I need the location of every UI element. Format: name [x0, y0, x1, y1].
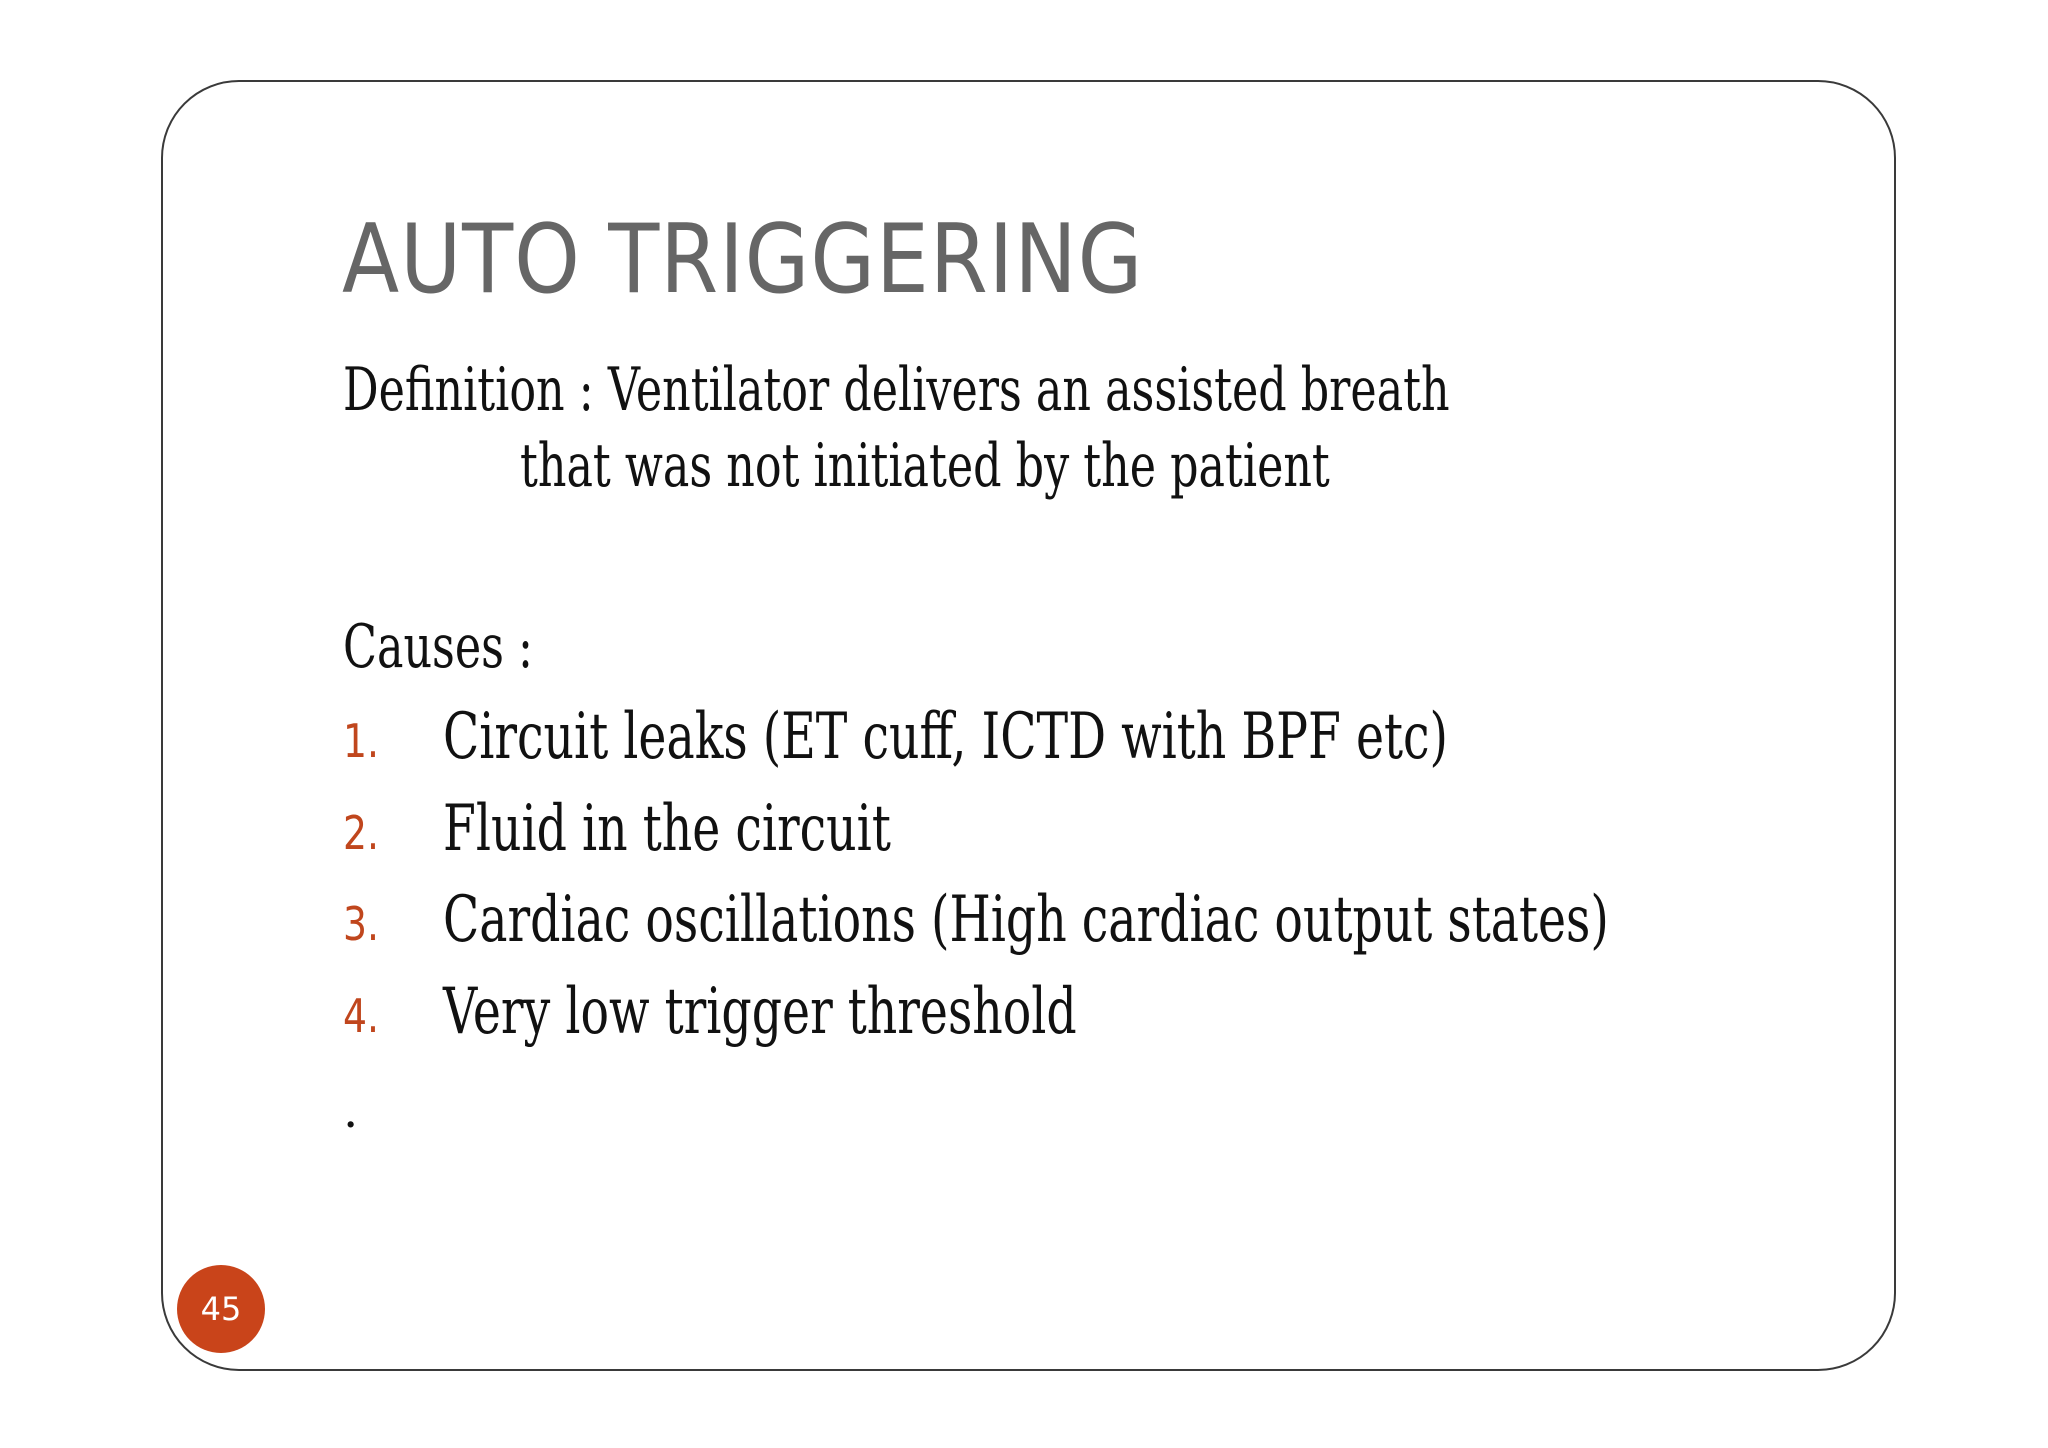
cause-text-1: Circuit leaks (ET cuff, ICTD with BPF etc)	[443, 700, 1449, 774]
page-number-badge	[177, 1265, 265, 1353]
cause-text-4: Very low trigger threshold	[443, 975, 1077, 1049]
cause-text-2: Fluid in the circuit	[443, 792, 891, 866]
cause-text-3: Cardiac oscillations (High cardiac output states)	[443, 883, 1609, 957]
page-number: 45	[200, 1290, 242, 1328]
trailing-dot: .	[343, 1083, 359, 1139]
cause-number-1: 1.	[343, 714, 379, 768]
definition-line-1: Definition : Ventilator delivers an assisted breath	[343, 355, 1450, 425]
cause-number-3: 3.	[343, 897, 379, 951]
slide-title: AUTO TRIGGERING	[342, 205, 1144, 315]
cause-number-2: 2.	[343, 806, 379, 860]
cause-number-4: 4.	[343, 989, 379, 1043]
definition-line-2: that was not initiated by the patient	[520, 431, 1330, 501]
causes-heading: Causes :	[343, 612, 533, 682]
